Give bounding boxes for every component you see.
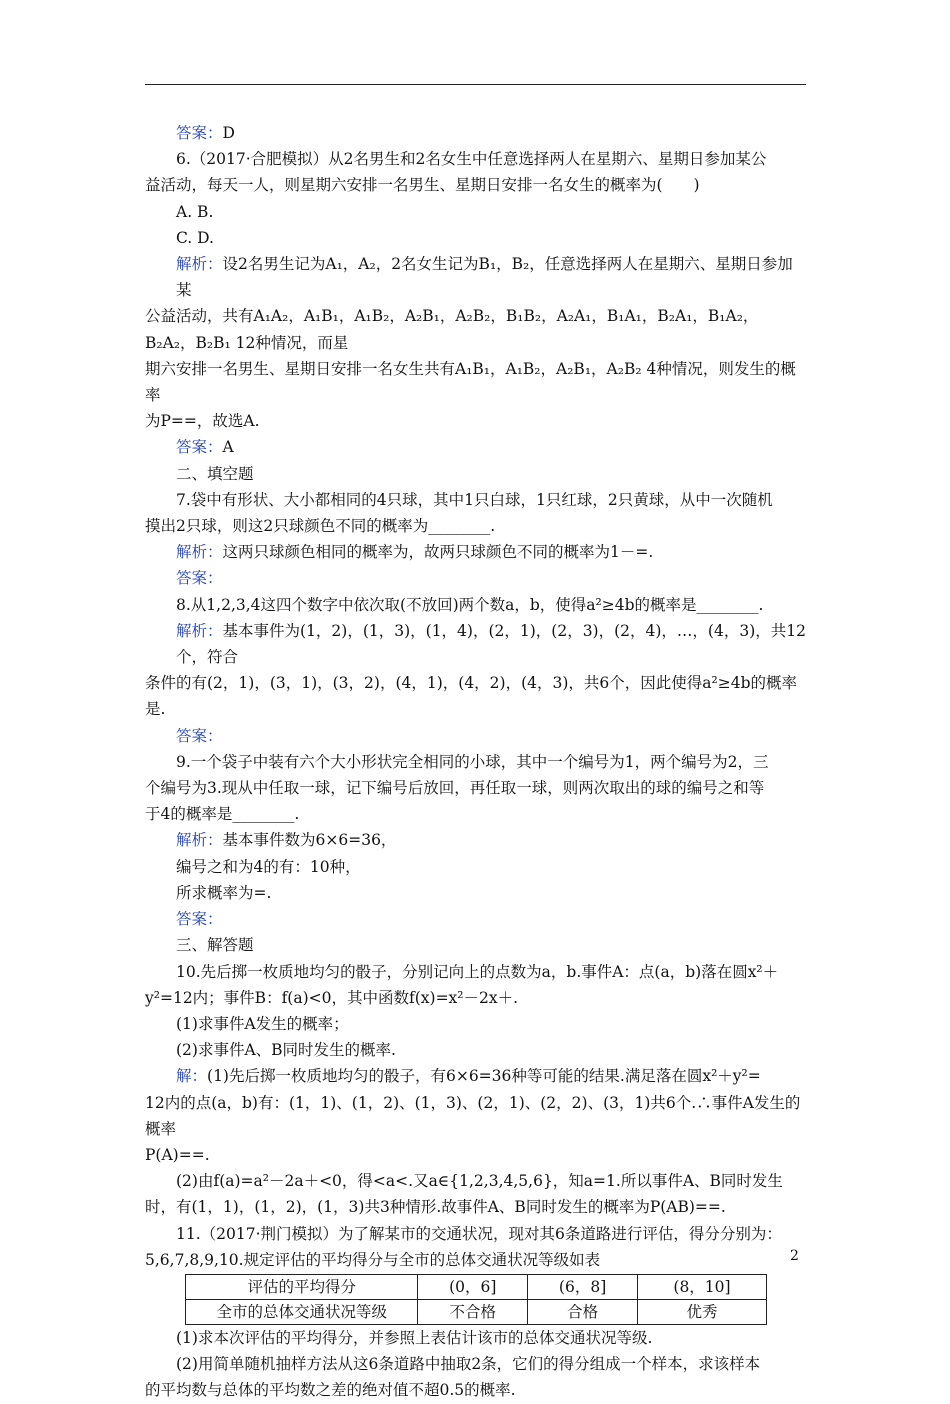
text-run: 设2名男生记为A₁，A₂，2名女生记为B₁，B₂，任意选择两人在星期六、星期日参加某 bbox=[176, 255, 793, 300]
answer-label: 解析： bbox=[176, 543, 223, 562]
text-line bbox=[145, 749, 806, 775]
text-line bbox=[145, 1377, 806, 1403]
text-line bbox=[145, 1142, 806, 1168]
text-line bbox=[145, 906, 806, 932]
text-run: 基本事件为(1，2)，(1，3)，(1，4)，(2，1)，(2，3)，(2，4)，…，(4，3)，共12个，符合 bbox=[176, 621, 806, 667]
text-run: 9.一个袋子中装有六个大小形状完全相同的小球，其中一个编号为1，两个编号为2，三 bbox=[176, 752, 769, 771]
text-run: 为P==，故选A. bbox=[145, 412, 260, 431]
text-line bbox=[145, 461, 806, 487]
text-run: 二、填空题 bbox=[176, 464, 254, 483]
header-rule bbox=[145, 84, 806, 85]
text-run: 11.（2017·荆门模拟）为了解某市的交通状况，现对其6条道路进行评估，得分分别为： bbox=[176, 1224, 782, 1243]
answer-label: 答案： bbox=[176, 910, 223, 929]
text-run: 编号之和为4的有：10种， bbox=[176, 857, 361, 876]
text-run: (2)求事件A、B同时发生的概率. bbox=[176, 1041, 396, 1060]
answer-label: 答案： bbox=[176, 569, 223, 588]
text-run: 所求概率为=. bbox=[176, 883, 272, 902]
table-cell: 全市的总体交通状况等级 bbox=[186, 1299, 418, 1324]
text-line bbox=[145, 1037, 806, 1063]
table-cell: 合格 bbox=[528, 1299, 638, 1324]
table-cell: 不合格 bbox=[418, 1299, 528, 1324]
text-run: P(A)==. bbox=[145, 1145, 210, 1164]
text-line bbox=[145, 408, 806, 434]
text-run: A. B. bbox=[176, 202, 214, 221]
page-number: 2 bbox=[790, 1248, 799, 1264]
answer-label: 解析： bbox=[176, 831, 223, 850]
text-line bbox=[145, 959, 806, 985]
text-run: 期六安排一名男生、星期日安排一名女生共有A₁B₁，A₁B₂，A₂B₁，A₂B₂ 4种情况，则发生的概率 bbox=[145, 359, 796, 405]
text-run: 三、解答题 bbox=[176, 936, 254, 955]
text-line bbox=[145, 985, 806, 1011]
grade-table bbox=[185, 1274, 767, 1325]
text-run: 的平均数与总体的平均数之差的绝对值不超0.5的概率. bbox=[145, 1381, 516, 1400]
text-line bbox=[145, 1325, 806, 1351]
table-row bbox=[186, 1299, 767, 1324]
text-run: y²=12内；事件B：f(a)<0，其中函数f(x)=x²－2x＋. bbox=[145, 988, 519, 1007]
text-run: (1)先后掷一枚质地均匀的骰子，有6×6=36种等可能的结果.满足落在圆x²＋y²= bbox=[207, 1067, 761, 1086]
answer-label: 解析： bbox=[176, 621, 223, 640]
text-run: (1)求本次评估的平均得分，并参照上表估计该市的总体交通状况等级. bbox=[176, 1328, 653, 1347]
table-cell: 优秀 bbox=[637, 1299, 766, 1324]
text-line bbox=[145, 801, 806, 827]
text-line bbox=[145, 251, 806, 303]
text-run: 条件的有(2，1)，(3，1)，(3，2)，(4，1)，(4，2)，(4，3)，共6个，因此使得a²≥4b的概率是. bbox=[145, 674, 797, 719]
text-line bbox=[145, 1063, 806, 1089]
table-cell: 评估的平均得分 bbox=[186, 1274, 418, 1299]
text-line bbox=[145, 1194, 806, 1220]
text-run: 摸出2只球，则这2只球颜色不同的概率为________. bbox=[145, 517, 496, 536]
text-line bbox=[145, 1221, 806, 1247]
text-line bbox=[145, 670, 806, 722]
answer-label: 解： bbox=[176, 1067, 208, 1086]
text-line bbox=[145, 618, 806, 670]
text-run: 12内的点(a，b)有：(1，1)、(1，2)、(1，3)、(2，1)、(2，2)、(3，1)共6个.∴事件A发生的概率 bbox=[145, 1093, 801, 1138]
text-line bbox=[145, 434, 806, 460]
text-run: 10.先后掷一枚质地均匀的骰子，分别记向上的点数为a，b.事件A：点(a，b)落在圆x²＋ bbox=[176, 962, 779, 981]
text-line bbox=[145, 356, 806, 408]
text-line bbox=[145, 592, 806, 618]
text-line bbox=[145, 1090, 806, 1142]
text-line bbox=[145, 487, 806, 513]
text-line bbox=[145, 1168, 806, 1194]
text-line bbox=[145, 880, 806, 906]
text-line bbox=[145, 1011, 806, 1037]
text-block bbox=[145, 120, 806, 1273]
text-run: (1)求事件A发生的概率； bbox=[176, 1014, 349, 1033]
text-run: 公益活动，共有A₁A₂，A₁B₁，A₁B₂，A₂B₁，A₂B₂，B₁B₂，A₂A₁，B₁A₁，B₂A₁，B₁A₂，B₂A₂，B₂B₁ 12种情况，而星 bbox=[145, 307, 759, 352]
text-line bbox=[145, 303, 806, 355]
text-line bbox=[145, 565, 806, 591]
text-line bbox=[145, 539, 806, 565]
table-cell: (0，6] bbox=[418, 1274, 528, 1299]
text-line bbox=[145, 225, 806, 251]
answer-label: 答案： bbox=[176, 438, 223, 457]
text-run: 5,6,7,8,9,10.规定评估的平均得分与全市的总体交通状况等级如表 bbox=[145, 1250, 601, 1269]
text-line bbox=[145, 827, 806, 853]
answer-label: 答案： bbox=[176, 726, 223, 745]
text-line bbox=[145, 1247, 806, 1273]
table-cell: (6，8] bbox=[528, 1274, 638, 1299]
text-line bbox=[145, 775, 806, 801]
text-run: C. D. bbox=[176, 228, 214, 247]
text-line bbox=[145, 199, 806, 225]
text-run: 于4的概率是________. bbox=[145, 805, 300, 824]
text-run: 益活动，每天一人，则星期六安排一名男生、星期日安排一名女生的概率为( ) bbox=[145, 176, 700, 195]
text-run: A bbox=[222, 438, 234, 457]
text-run: 这两只球颜色相同的概率为，故两只球颜色不同的概率为1－=. bbox=[222, 543, 654, 562]
text-block bbox=[145, 1325, 806, 1404]
text-line bbox=[145, 723, 806, 749]
answer-label: 解析： bbox=[176, 255, 223, 274]
text-run: 时，有(1，1)，(1，2)，(1，3)共3种情形.故事件A、B同时发生的概率为P(AB)==. bbox=[145, 1198, 726, 1217]
text-line bbox=[145, 854, 806, 880]
text-line bbox=[145, 932, 806, 958]
document-body bbox=[145, 120, 806, 1404]
text-line bbox=[145, 120, 806, 146]
table-cell: (8，10] bbox=[637, 1274, 766, 1299]
text-run: 基本事件数为6×6=36， bbox=[222, 831, 397, 850]
text-run: 6.（2017·合肥模拟）从2名男生和2名女生中任意选择两人在星期六、星期日参加某公 bbox=[176, 150, 767, 169]
text-run: D bbox=[222, 124, 235, 142]
answer-label: 答案： bbox=[176, 124, 223, 142]
text-run: 7.袋中有形状、大小都相同的4只球，其中1只白球，1只红球，2只黄球，从中一次随机 bbox=[176, 490, 773, 509]
text-run: 8.从1,2,3,4这四个数字中依次取(不放回)两个数a，b，使得a²≥4b的概率是________. bbox=[176, 595, 764, 614]
text-line bbox=[145, 1351, 806, 1377]
text-run: (2)用简单随机抽样方法从这6条道路中抽取2条，它们的得分组成一个样本，求该样本 bbox=[176, 1355, 761, 1374]
text-line bbox=[145, 172, 806, 198]
table-row bbox=[186, 1274, 767, 1299]
text-line bbox=[145, 146, 806, 172]
text-run: (2)由f(a)=a²－2a＋<0，得<a<.又a∈{1,2,3,4,5,6}，知a=1.所以事件A、B同时发生 bbox=[176, 1172, 783, 1191]
text-run: 个编号为3.现从中任取一球，记下编号后放回，再任取一球，则两次取出的球的编号之和等 bbox=[145, 779, 765, 798]
text-line bbox=[145, 513, 806, 539]
